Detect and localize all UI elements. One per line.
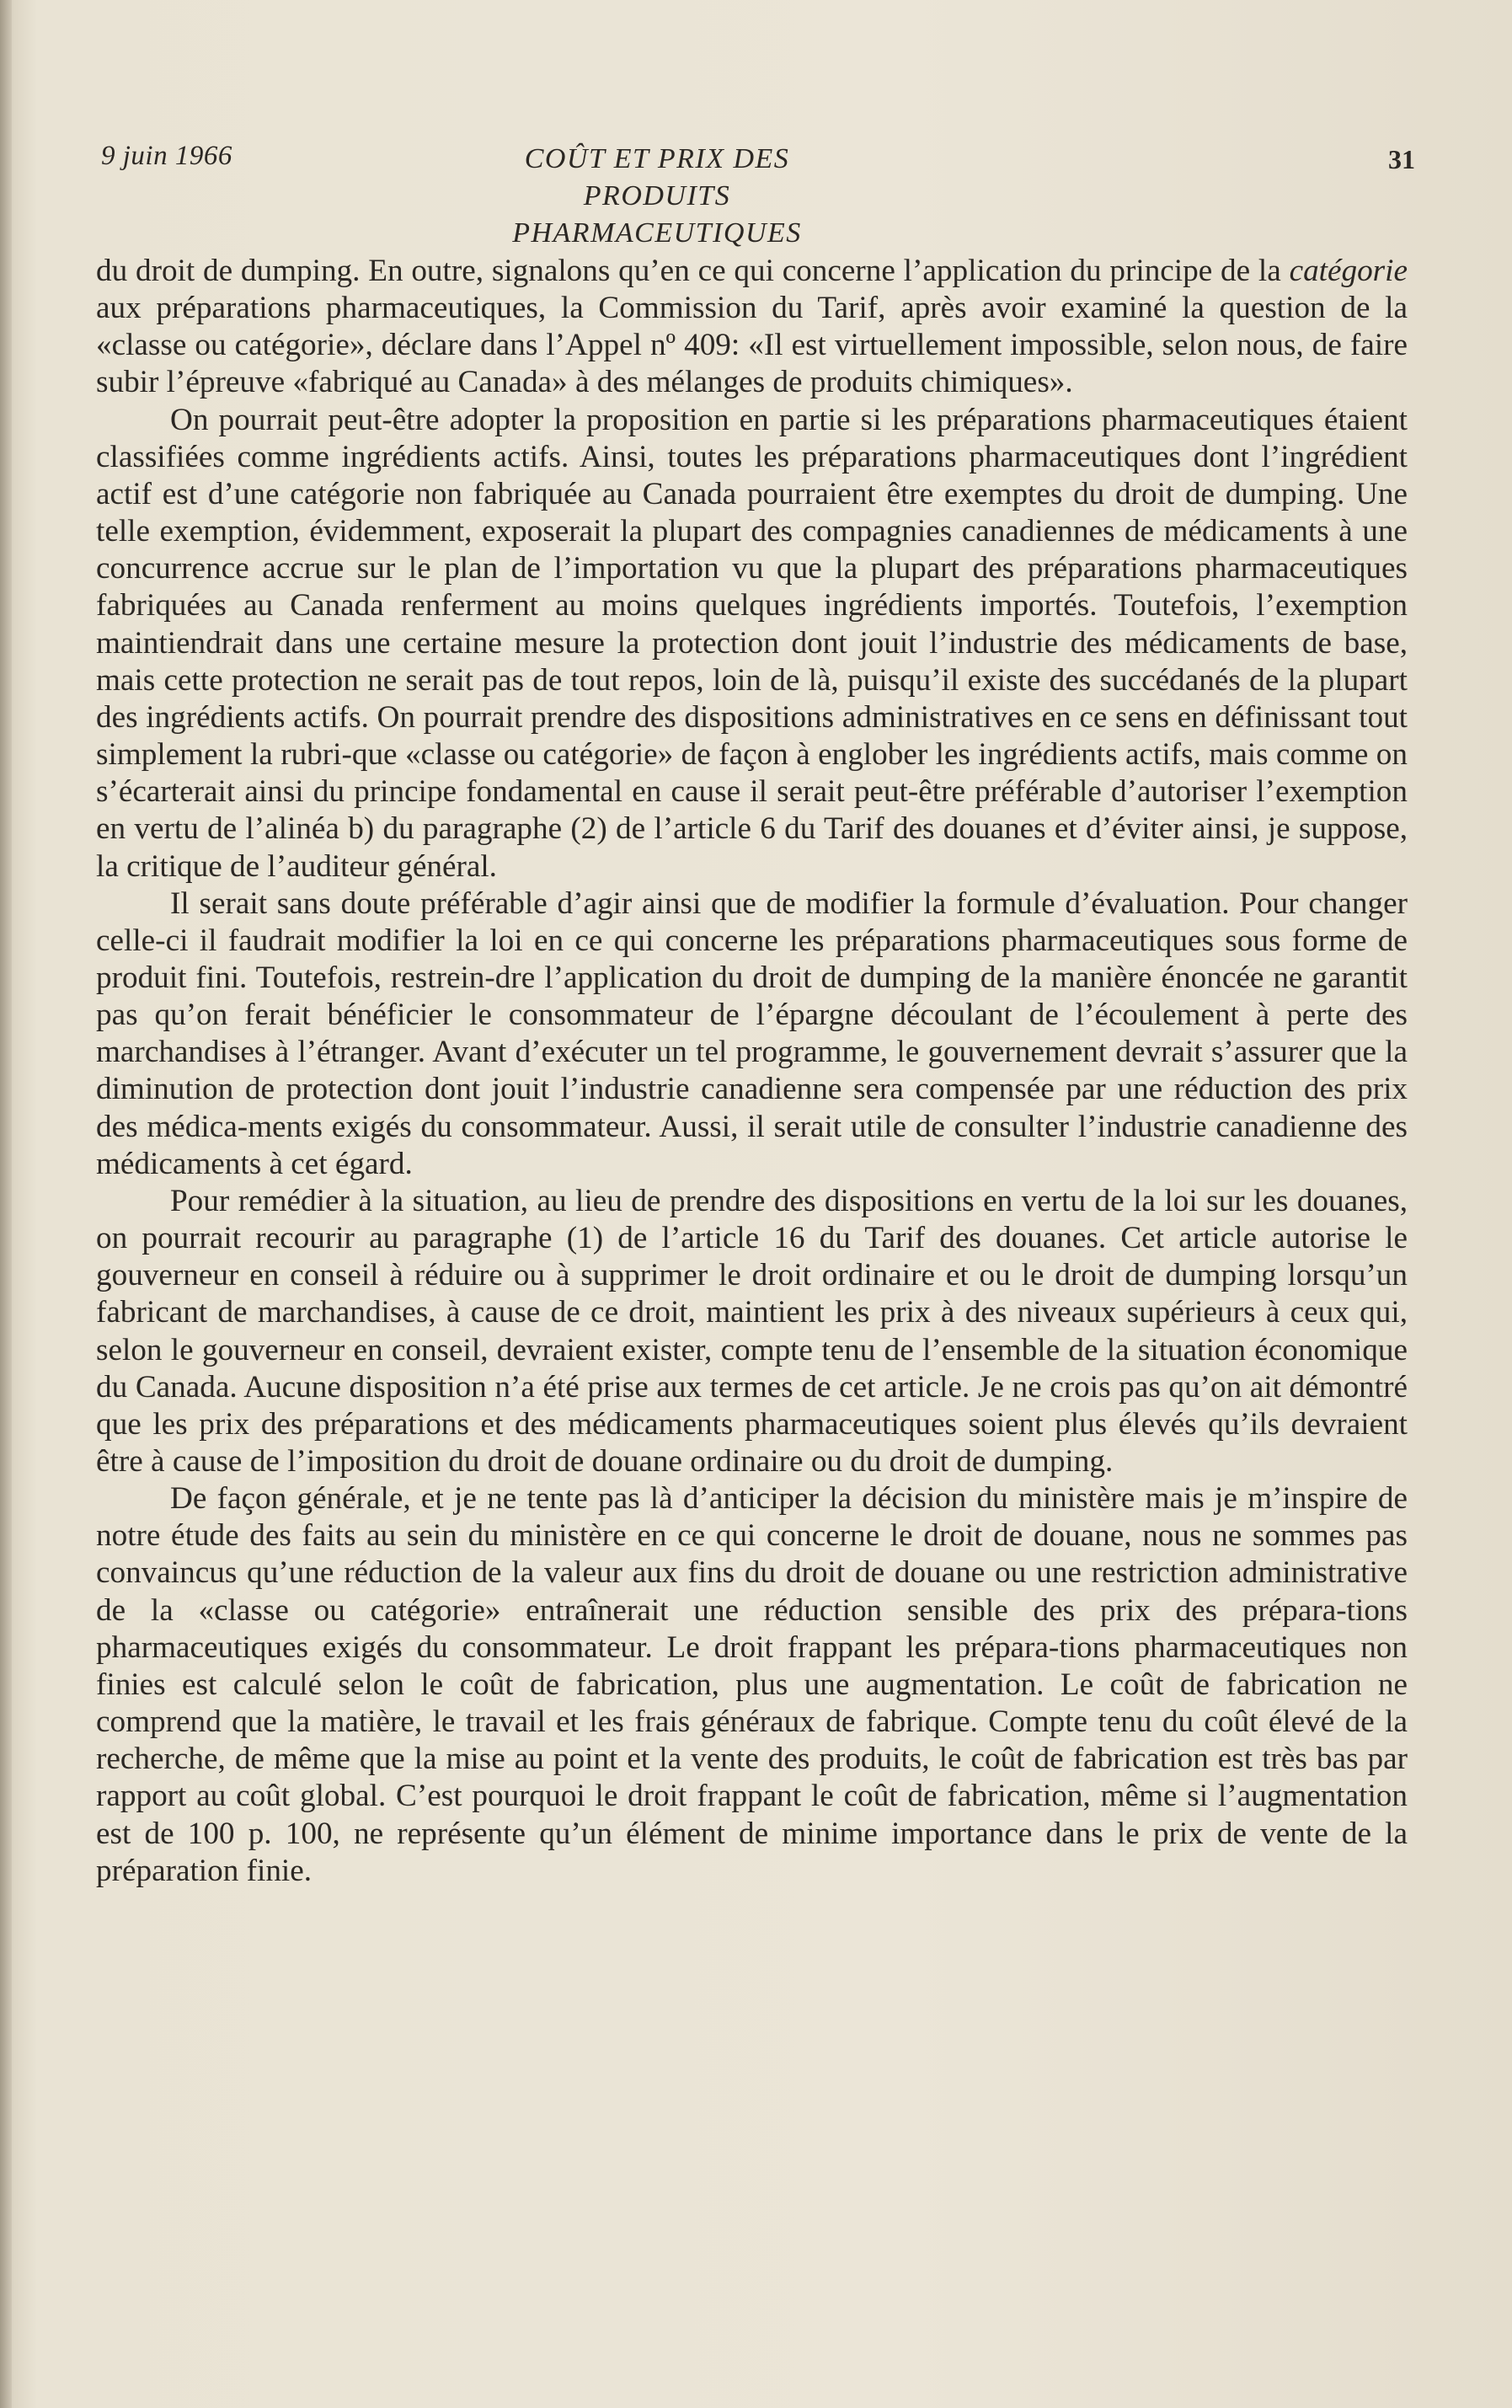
italic-term: catégorie [1289, 254, 1408, 288]
body-text [96, 253, 1408, 1890]
paragraph [96, 1480, 1408, 1890]
paragraph-text: aux préparations pharmaceutiques, la Commission du Tarif, après avoir examiné la question de la «classe ou catégorie», déclare dans l’Appel nº 409: «Il est virtuellement impossible, selon nous, de faire subir l’épreuve «fabriqué au Canada» à des mélanges de produits chimiques». [96, 291, 1408, 400]
paragraph-text: du droit de dumping. En outre, signalons qu’en ce qui concerne l’application du principe de la [96, 254, 1290, 288]
paragraph-text: On pourrait peut-être adopter la proposition en partie si les préparations pharmaceutiques étaient classifiées comme ingrédients actifs. Ainsi, toutes les préparations pharmaceutiques dont l’ingrédient actif est d’une catégorie non fabriquée au Canada pourraient être exemptes du droit de dumping. Une telle exemption, évidemment, exposerait la plupart des compagnies canadiennes de médicaments à une concurrence accrue sur le plan de l’importation vu que la plupart des préparations pharmaceutiques fabriquées au Canada renferment au moins quelques ingrédients importés. Toutefois, l’exemption maintiendrait dans une certaine mesure la protection dont jouit l’industrie des médicaments de base, mais cette protection ne serait pas de tout repos, loin de là, puisqu’il existe des succédanés de la plupart des ingrédients actifs. On pourrait prendre des dispositions administratives en ce sens en définissant tout simplement la rubri-que «classe ou catégorie» de façon à englober les ingrédients actifs, mais comme on s’écarterait ainsi du principe fondamental en cause il serait peut-être préférable d’autoriser l’exemption en vertu de l’alinéa b) du paragraphe (2) de l’article 6 du Tarif des douanes et d’éviter ainsi, je suppose, la critique de l’auditeur général. [96, 402, 1408, 884]
paragraph [96, 886, 1408, 1183]
paragraph [96, 1183, 1408, 1480]
running-header [101, 139, 1415, 249]
paragraph-text: De façon générale, et je ne tente pas là d’anticiper la décision du ministère mais je m’inspire de notre étude des faits au sein du ministère en ce qui concerne le droit de douane, nous ne sommes pas convaincus qu’une réduction de la valeur aux fins du droit de douane ou une restriction administrative de la «classe ou catégorie» entraînerait une réduction sensible des prix des prépara-tions pharmaceutiques exigés du consommateur. Le droit frappant les prépara-tions pharmaceutiques non finies est calculé selon le coût de fabrication, plus une augmentation. Le coût de fabrication ne comprend que la matière, le travail et les frais généraux de fabrique. Compte tenu du coût élevé de la recherche, de même que la mise au point et la vente des produits, le coût de fabrication est très bas par rapport au coût global. C’est pourquoi le droit frappant le coût de fabrication, même si l’augmentation est de 100 p. 100, ne représente qu’un élément de minime importance dans le prix de vente de la préparation finie. [96, 1481, 1408, 1888]
page-number: 31 [1388, 144, 1415, 174]
binding-gutter [0, 0, 12, 2408]
paragraph-text: Il serait sans doute préférable d’agir ainsi que de modifier la formule d’évaluation. Pour changer celle-ci il faudrait modifier la loi en ce qui concerne les préparations pharmaceutiques sous forme de produit fini. Toutefois, restrein-dre l’application du droit de dumping de la manière énoncée ne garantit pas qu’on ferait bénéficier le consommateur de l’épargne découlant de l’écoulement à perte des marchandises à l’étranger. Avant d’exécuter un tel programme, le gouvernement devrait s’assurer que la diminution de protection dont jouit l’industrie canadienne sera compensée par une réduction des prix des médica-ments exigés du consommateur. Aussi, il serait utile de consulter l’industrie canadienne des médicaments à cet égard. [96, 886, 1408, 1181]
paragraph [96, 253, 1408, 402]
paragraph [96, 402, 1408, 886]
header-title: COÛT ET PRIX DES PRODUITS PHARMACEUTIQUES [512, 143, 802, 249]
header-date: 9 juin 1966 [101, 141, 232, 171]
paragraph-text: Pour remédier à la situation, au lieu de prendre des dispositions en vertu de la loi sur les douanes, on pourrait recourir au paragraphe (1) de l’article 16 du Tarif des douanes. Cet article autorise le gouverneur en conseil à réduire ou à supprimer le droit ordinaire et ou le droit de dumping lorsqu’un fabricant de marchandises, à cause de ce droit, maintient les prix à des niveaux supérieurs à ceux qui, selon le gouverneur en conseil, devraient exister, compte tenu de l’ensemble de la situation économique du Canada. Aucune disposition n’a été prise aux termes de cet article. Je ne crois pas qu’on ait démontré que les prix des préparations et des médicaments pharmaceutiques soient plus élevés qu’ils devraient être à cause de l’imposition du droit de douane ordinaire ou du droit de dumping. [96, 1183, 1408, 1479]
